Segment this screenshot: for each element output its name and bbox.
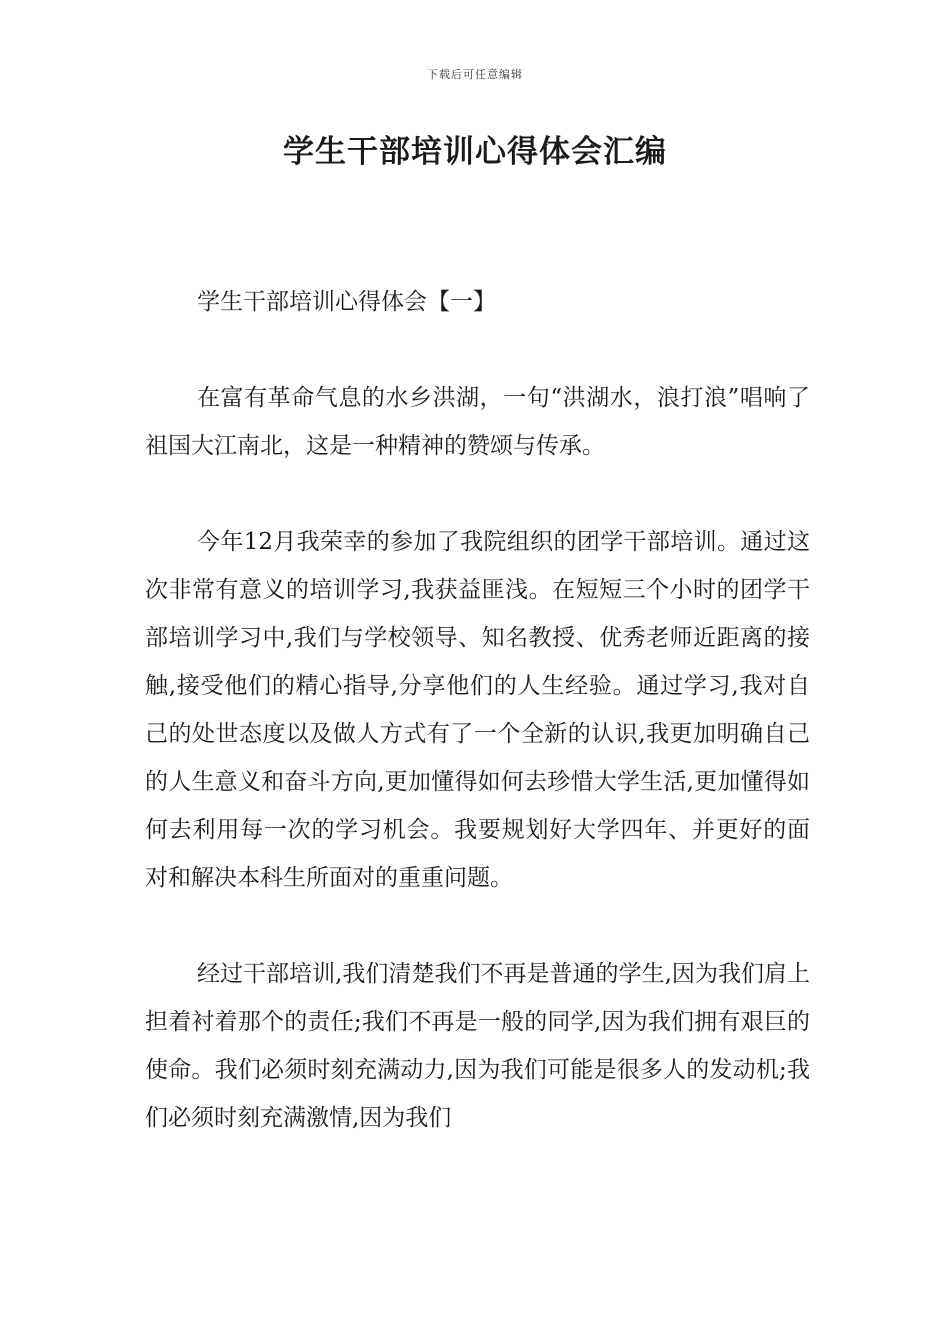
document-title: 学生干部培训心得体会汇编 bbox=[283, 134, 667, 170]
section-heading: 学生干部培训心得体会【一】 bbox=[197, 289, 496, 315]
paragraph-2: 今年12月我荣幸的参加了我院组织的团学干部培训。通过这次非常有意义的培训学习,我获益匪浅。在短短三个小时的团学干部培训学习中,我们与学校领导、知名教授、优秀老师近距离的接触,接受他们的精心指导,分享他们的人生经验。通过学习,我对自己的处世态度以及做人方式有了一个全新的认识,我更加明确自己的人生意义和奋斗方向,更加懂得如何去珍惜大学生活,更加懂得如何去利用每一次的学习机会。我要规划好大学四年、并更好的面对和解决本科生所面对的重重问题。 bbox=[145, 529, 810, 891]
document-body bbox=[145, 278, 810, 1142]
header-note: 下载后可任意编辑 bbox=[427, 68, 523, 81]
paragraph-3: 经过干部培训,我们清楚我们不再是普通的学生,因为我们肩上担着衬着那个的责任;我们不再是一般的同学,因为我们拥有艰巨的使命。我们必须时刻充满动力,因为我们可能是很多人的发动机;我们必须时刻充满激情,因为我们 bbox=[145, 961, 810, 1131]
paragraph-1: 在富有革命气息的水乡洪湖，一句“洪湖水，浪打浪”唱响了祖国大江南北，这是一种精神的赞颂与传承。 bbox=[145, 385, 810, 459]
